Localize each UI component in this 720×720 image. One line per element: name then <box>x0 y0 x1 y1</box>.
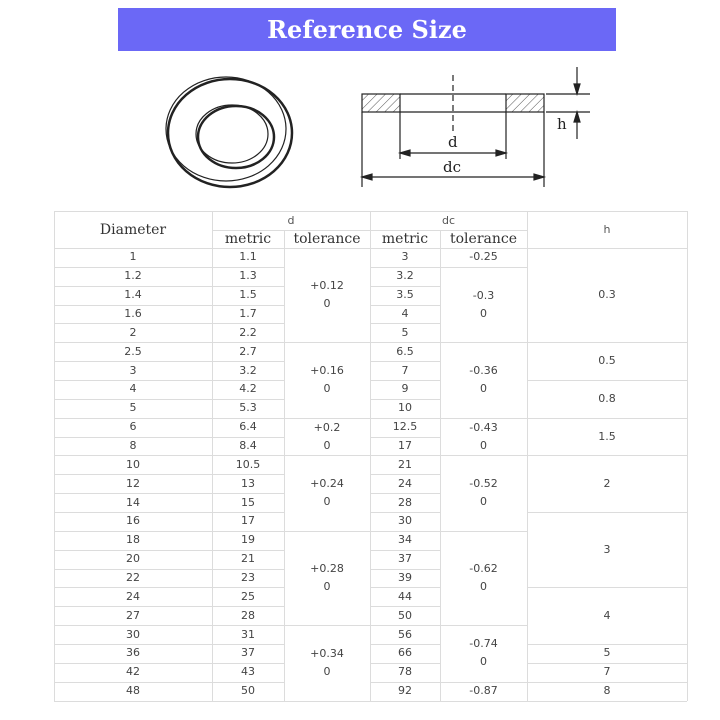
diameter-cell: 5 <box>129 401 137 415</box>
dc-tolerance-cell-upper: -0.3 <box>472 288 495 302</box>
grid-line <box>370 380 440 381</box>
grid-line <box>54 323 284 324</box>
diameter-cell: 10 <box>126 457 140 471</box>
washer-3d-drawing <box>166 77 292 187</box>
grid-line <box>54 606 284 607</box>
grid-line <box>527 701 687 702</box>
d-tolerance-cell-upper: +0.2 <box>313 420 341 434</box>
grid-line <box>54 342 284 343</box>
dc-tolerance-cell-lower: 0 <box>480 580 487 594</box>
grid-line <box>54 512 284 513</box>
d-metric-cell: 1.1 <box>239 250 257 264</box>
diameter-cell: 1.2 <box>124 269 142 283</box>
d-metric-cell: 1.3 <box>239 269 257 283</box>
header-d-tolerance: tolerance <box>293 231 361 247</box>
d-tolerance-cell-upper: +0.28 <box>310 562 344 576</box>
diameter-cell: 1.4 <box>124 288 142 302</box>
grid-line <box>370 493 440 494</box>
d-tolerance-cell-upper: +0.34 <box>310 646 344 660</box>
dc-tolerance-cell <box>440 625 527 682</box>
grid-line <box>54 267 284 268</box>
dc-tolerance-cell <box>440 455 527 530</box>
dc-metric-cell: 28 <box>398 495 412 509</box>
diameter-cell: 6 <box>129 420 137 434</box>
dc-metric-cell: 3.5 <box>396 288 414 302</box>
diameter-cell: 14 <box>126 495 140 509</box>
dc-tolerance-cell <box>440 267 527 342</box>
grid-line <box>370 701 440 702</box>
grid-line <box>370 474 440 475</box>
page-title: Reference Size <box>267 15 467 44</box>
dc-metric-cell: 17 <box>398 439 412 453</box>
d-tolerance-cell <box>284 455 370 530</box>
grid-line <box>370 399 440 400</box>
dc-tolerance-cell-lower: 0 <box>480 306 487 320</box>
dc-tolerance-cell-lower: 0 <box>480 438 487 452</box>
diameter-cell: 24 <box>126 589 140 603</box>
d-metric-cell: 2.7 <box>239 344 257 358</box>
d-metric-cell: 21 <box>241 552 255 566</box>
grid-line <box>54 418 284 419</box>
grid-line <box>54 493 284 494</box>
header-h: h <box>603 222 611 236</box>
grid-line <box>370 682 440 683</box>
diameter-cell: 16 <box>126 514 140 528</box>
grid-line <box>54 286 284 287</box>
grid-line <box>284 701 370 702</box>
diameter-cell: 20 <box>126 552 140 566</box>
grid-line <box>527 211 528 701</box>
h-cell: 0.5 <box>598 354 616 368</box>
dc-metric-cell: 37 <box>398 552 412 566</box>
grid-line <box>54 701 284 702</box>
grid-line <box>370 361 440 362</box>
diameter-cell: 36 <box>126 646 140 660</box>
grid-line <box>54 644 284 645</box>
diameter-cell: 2 <box>129 325 137 339</box>
title-banner <box>118 8 616 51</box>
d-tolerance-cell-upper: +0.12 <box>310 279 344 293</box>
grid-line <box>54 305 284 306</box>
dc-metric-cell: 56 <box>398 627 412 641</box>
dc-tolerance-cell <box>440 531 527 625</box>
dc-metric-cell: 3.2 <box>396 269 414 283</box>
h-cell: 0.8 <box>598 391 616 405</box>
d-metric-cell: 43 <box>241 665 255 679</box>
header-d: d <box>287 213 295 227</box>
d-metric-cell: 17 <box>241 514 255 528</box>
h-cell: 8 <box>603 684 611 698</box>
dc-metric-cell: 9 <box>401 382 409 396</box>
dc-tolerance-cell-upper: -0.62 <box>469 562 498 576</box>
grid-line <box>370 587 440 588</box>
grid-line <box>687 211 688 701</box>
h-cell: 2 <box>603 476 611 490</box>
h-cell: 4 <box>603 608 611 622</box>
grid-line <box>54 625 284 626</box>
d-metric-cell: 3.2 <box>239 363 257 377</box>
d-tolerance-cell-upper: +0.24 <box>310 477 344 491</box>
dc-metric-cell: 78 <box>398 665 412 679</box>
diameter-cell: 27 <box>126 608 140 622</box>
grid-line <box>54 380 284 381</box>
d-metric-cell: 1.7 <box>239 307 257 320</box>
header-dc-metric: metric <box>381 231 429 247</box>
d-tolerance-cell-upper: +0.16 <box>310 364 344 378</box>
dc-tolerance-cell-upper: -0.36 <box>469 364 498 378</box>
dc-metric-cell: 66 <box>398 646 412 660</box>
grid-line <box>370 305 440 306</box>
diameter-cell: 22 <box>126 571 140 585</box>
grid-line <box>370 323 440 324</box>
diameter-cell: 18 <box>126 533 140 547</box>
dc-metric-cell: 24 <box>398 476 412 490</box>
d-tolerance-cell-lower: 0 <box>323 664 331 678</box>
header-d-metric: metric <box>224 231 272 247</box>
d-metric-cell: 10.5 <box>235 457 261 471</box>
diameter-cell: 42 <box>126 665 140 679</box>
dc-metric-cell: 50 <box>398 608 412 622</box>
grid-line <box>370 512 440 513</box>
d-tolerance-cell <box>284 342 370 417</box>
dc-metric-cell: 21 <box>398 457 412 471</box>
grid-line <box>54 587 284 588</box>
d-metric-cell: 28 <box>241 608 255 622</box>
d-tolerance-cell <box>284 531 370 625</box>
d-metric-cell: 50 <box>241 684 255 698</box>
dc-metric-cell: 10 <box>398 401 412 415</box>
diagram-label-h: h <box>557 115 567 133</box>
diameter-cell: 1 <box>129 250 137 264</box>
diameter-cell: 3 <box>129 363 137 377</box>
d-metric-cell: 25 <box>241 589 255 603</box>
grid-line <box>54 474 284 475</box>
header-diameter: Diameter <box>99 221 167 238</box>
d-metric-cell: 23 <box>241 571 255 585</box>
dc-metric-cell: 7 <box>401 363 409 377</box>
grid-line <box>54 455 284 456</box>
dc-tolerance-cell-upper: -0.87 <box>469 684 498 698</box>
dc-metric-cell: 4 <box>401 307 409 320</box>
dc-metric-cell: 34 <box>398 533 412 547</box>
grid-line <box>370 211 371 701</box>
grid-line <box>54 437 284 438</box>
d-tolerance-cell-lower: 0 <box>323 495 331 509</box>
d-tolerance-cell-lower: 0 <box>323 438 331 452</box>
d-metric-cell: 8.4 <box>239 439 257 453</box>
grid-line <box>370 437 440 438</box>
d-metric-cell: 6.4 <box>239 420 257 434</box>
diameter-cell: 8 <box>129 439 137 453</box>
dc-tolerance-cell <box>440 682 527 701</box>
diameter-cell: 30 <box>126 627 140 641</box>
grid-line <box>212 211 213 701</box>
dc-tolerance-cell-lower: 0 <box>480 655 487 669</box>
grid-line <box>370 550 440 551</box>
grid-line <box>54 682 284 683</box>
d-tolerance-cell <box>284 418 370 456</box>
grid-line <box>370 531 440 532</box>
d-metric-cell: 31 <box>241 627 255 641</box>
dc-metric-cell: 30 <box>398 514 412 528</box>
header-dc: dc <box>441 213 456 227</box>
grid-line <box>54 211 55 701</box>
d-metric-cell: 2.2 <box>239 325 257 339</box>
dc-tolerance-cell <box>440 248 527 267</box>
dc-tolerance-cell-upper: -0.25 <box>469 250 498 264</box>
d-metric-cell: 15 <box>241 495 255 509</box>
h-cell: 0.3 <box>598 288 616 302</box>
d-tolerance-cell-lower: 0 <box>323 382 331 396</box>
grid-line <box>284 230 285 701</box>
grid-line <box>370 286 440 287</box>
grid-line <box>370 342 440 343</box>
grid-line <box>370 663 440 664</box>
d-metric-cell: 1.5 <box>239 288 257 302</box>
dc-metric-cell: 92 <box>398 684 412 698</box>
grid-line <box>370 267 440 268</box>
dc-metric-cell: 39 <box>398 571 412 585</box>
dc-tolerance-cell-upper: -0.74 <box>469 637 498 651</box>
d-metric-cell: 5.3 <box>239 401 257 415</box>
diameter-cell: 4 <box>129 382 137 396</box>
dc-metric-cell: 12.5 <box>392 420 418 434</box>
grid-line <box>370 569 440 570</box>
diameter-cell: 1.6 <box>124 307 142 320</box>
d-tolerance-cell-lower: 0 <box>323 297 331 311</box>
dc-tolerance-cell <box>440 342 527 417</box>
h-cell: 5 <box>603 646 611 660</box>
d-metric-cell: 19 <box>241 533 255 547</box>
dc-metric-cell: 6.5 <box>396 344 414 358</box>
grid-line <box>54 550 284 551</box>
dc-tolerance-cell-lower: 0 <box>480 382 487 396</box>
h-cell: 7 <box>603 665 611 679</box>
d-metric-cell: 13 <box>241 476 255 490</box>
dc-metric-cell: 3 <box>401 250 409 264</box>
d-tolerance-cell <box>284 248 370 342</box>
dc-tolerance-cell <box>440 418 527 456</box>
d-tolerance-cell <box>284 625 370 700</box>
d-metric-cell: 37 <box>241 646 255 660</box>
grid-line <box>54 399 284 400</box>
diameter-cell: 12 <box>126 476 140 490</box>
washer-diagram <box>0 55 720 205</box>
grid-line <box>370 644 440 645</box>
grid-line <box>370 418 440 419</box>
dc-tolerance-cell-upper: -0.43 <box>469 420 498 434</box>
grid-line <box>54 663 284 664</box>
grid-line <box>440 701 527 702</box>
dc-tolerance-cell-upper: -0.52 <box>469 477 498 491</box>
grid-line <box>54 361 284 362</box>
grid-line <box>54 569 284 570</box>
diagram-label-d: d <box>448 133 458 151</box>
washer-cross-section <box>362 67 590 187</box>
h-cell: 3 <box>603 542 611 556</box>
d-tolerance-cell-lower: 0 <box>323 580 331 594</box>
grid-line <box>370 625 440 626</box>
dc-metric-cell: 5 <box>401 325 409 339</box>
grid-line <box>54 531 284 532</box>
dc-metric-cell: 44 <box>398 589 412 603</box>
h-cell: 1.5 <box>598 429 616 443</box>
diameter-cell: 2.5 <box>124 344 142 358</box>
header-dc-tolerance: tolerance <box>450 231 517 247</box>
diameter-cell: 48 <box>126 684 140 698</box>
grid-line <box>370 606 440 607</box>
grid-line <box>370 455 440 456</box>
dc-tolerance-cell-lower: 0 <box>480 495 487 509</box>
diagram-label-dc: dc <box>443 158 462 176</box>
grid-line <box>440 230 441 701</box>
d-metric-cell: 4.2 <box>239 382 257 396</box>
